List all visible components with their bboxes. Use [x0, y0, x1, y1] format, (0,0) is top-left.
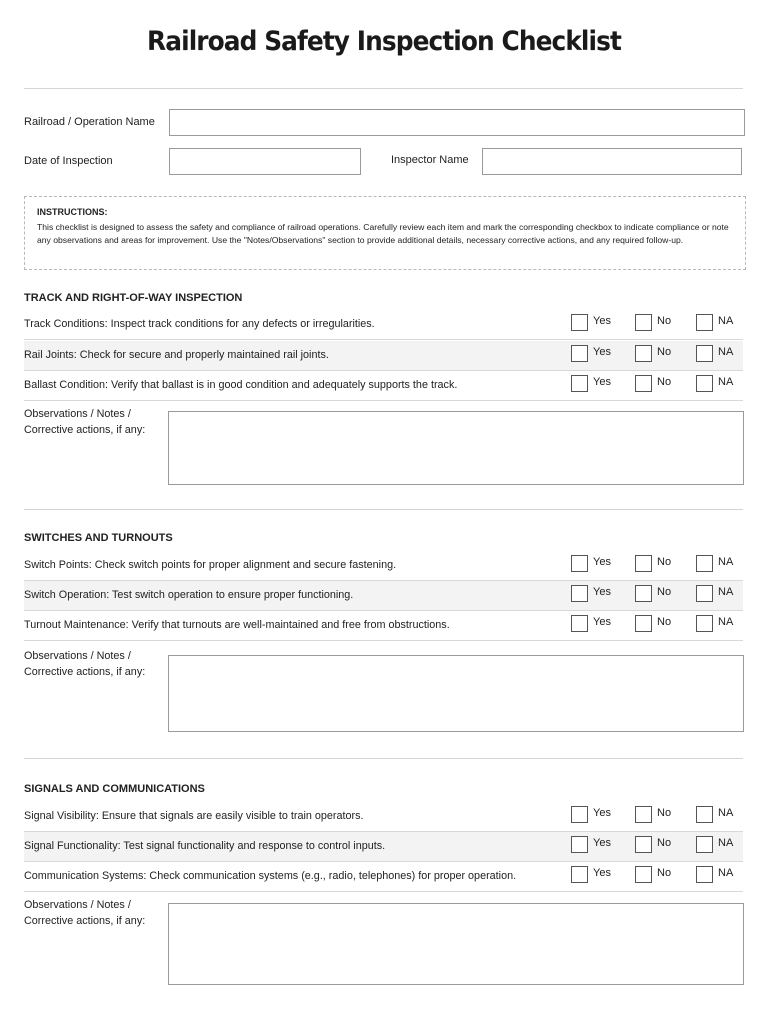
- yes-checkbox[interactable]: [571, 806, 588, 823]
- no-checkbox[interactable]: [635, 615, 652, 632]
- observations-label: [24, 406, 145, 438]
- observations-textarea[interactable]: [168, 411, 744, 485]
- instructions-box: [24, 196, 746, 270]
- checklist-row: [24, 832, 743, 862]
- na-label: NA: [718, 616, 734, 628]
- item-text: Switch Operation: Test switch operation to ensure proper functioning.: [24, 589, 354, 601]
- instructions-title: INSTRUCTIONS:: [37, 207, 108, 217]
- yes-label: Yes: [593, 556, 611, 568]
- checklist-row: [24, 551, 743, 581]
- checklist-row: [24, 371, 743, 401]
- item-text: Signal Functionality: Test signal functionality and response to control inputs.: [24, 840, 386, 852]
- yes-label: Yes: [593, 586, 611, 598]
- observations-textarea[interactable]: [168, 655, 744, 732]
- no-label: No: [657, 376, 672, 388]
- row-divider: [24, 339, 743, 340]
- observations-label: [24, 648, 145, 680]
- date-of-inspection-field[interactable]: [169, 148, 361, 175]
- na-label: NA: [718, 556, 734, 568]
- na-label: NA: [718, 837, 734, 849]
- observations-label-line1: Observations / Notes /: [24, 650, 131, 662]
- inspector-name-field[interactable]: [482, 148, 742, 175]
- na-checkbox[interactable]: [696, 345, 713, 362]
- row-divider: [24, 891, 743, 892]
- yes-checkbox[interactable]: [571, 615, 588, 632]
- section-title: TRACK AND RIGHT-OF-WAY INSPECTION: [24, 292, 243, 304]
- yes-label: Yes: [593, 376, 611, 388]
- yes-label: Yes: [593, 837, 611, 849]
- no-label: No: [657, 586, 672, 598]
- na-checkbox[interactable]: [696, 806, 713, 823]
- yes-checkbox[interactable]: [571, 314, 588, 331]
- title-divider: [24, 88, 743, 89]
- yes-checkbox[interactable]: [571, 585, 588, 602]
- yes-checkbox[interactable]: [571, 345, 588, 362]
- yes-checkbox[interactable]: [571, 866, 588, 883]
- no-label: No: [657, 807, 672, 819]
- na-checkbox[interactable]: [696, 585, 713, 602]
- section-divider: [24, 509, 743, 510]
- checklist-row: [24, 581, 743, 611]
- item-text: Switch Points: Check switch points for proper alignment and secure fastening.: [24, 559, 397, 571]
- na-label: NA: [718, 867, 734, 879]
- observations-label: [24, 897, 145, 929]
- page-title: Railroad Safety Inspection Checklist: [147, 26, 621, 57]
- no-label: No: [657, 346, 672, 358]
- no-label: No: [657, 616, 672, 628]
- date-of-inspection-label: Date of Inspection: [24, 155, 113, 167]
- item-text: Turnout Maintenance: Verify that turnouts are well-maintained and free from obstructions.: [24, 619, 450, 631]
- item-text: Ballast Condition: Verify that ballast is in good condition and adequately supports the track.: [24, 379, 458, 391]
- na-checkbox[interactable]: [696, 615, 713, 632]
- railroad-name-label: Railroad / Operation Name: [24, 116, 155, 128]
- na-label: NA: [718, 586, 734, 598]
- checklist-row: [24, 341, 743, 371]
- na-label: NA: [718, 376, 734, 388]
- observations-textarea[interactable]: [168, 903, 744, 985]
- no-checkbox[interactable]: [635, 866, 652, 883]
- inspector-name-label: Inspector Name: [391, 154, 469, 166]
- section-title: SIGNALS AND COMMUNICATIONS: [24, 783, 205, 795]
- item-text: Signal Visibility: Ensure that signals are easily visible to train operators.: [24, 810, 364, 822]
- checklist-row: [24, 862, 743, 892]
- yes-checkbox[interactable]: [571, 555, 588, 572]
- observations-label-line2: Corrective actions, if any:: [24, 915, 146, 927]
- observations-label-line2: Corrective actions, if any:: [24, 424, 146, 436]
- no-label: No: [657, 315, 672, 327]
- yes-label: Yes: [593, 346, 611, 358]
- na-checkbox[interactable]: [696, 836, 713, 853]
- na-checkbox[interactable]: [696, 314, 713, 331]
- section-divider: [24, 758, 743, 759]
- instructions-body: This checklist is designed to assess the safety and compliance of railroad operations. Carefully review each item and mark the corresponding checkbox to indicate compliance or note any observations and areas for improvement. Use the "Notes/Observations" section to provide additional details, necessary corrective actions, and any required follow-up.: [37, 222, 729, 245]
- na-label: NA: [718, 315, 734, 327]
- observations-label-line1: Observations / Notes /: [24, 408, 131, 420]
- item-text: Rail Joints: Check for secure and properly maintained rail joints.: [24, 349, 329, 361]
- na-checkbox[interactable]: [696, 375, 713, 392]
- yes-checkbox[interactable]: [571, 375, 588, 392]
- na-checkbox[interactable]: [696, 866, 713, 883]
- railroad-name-field[interactable]: [169, 109, 745, 136]
- observations-label-line1: Observations / Notes /: [24, 899, 131, 911]
- section-title: SWITCHES AND TURNOUTS: [24, 532, 173, 544]
- item-text: Track Conditions: Inspect track conditions for any defects or irregularities.: [24, 318, 375, 330]
- row-divider: [24, 400, 743, 401]
- yes-label: Yes: [593, 616, 611, 628]
- no-checkbox[interactable]: [635, 345, 652, 362]
- no-label: No: [657, 867, 672, 879]
- checklist-row: [24, 310, 743, 340]
- no-checkbox[interactable]: [635, 585, 652, 602]
- yes-label: Yes: [593, 867, 611, 879]
- na-checkbox[interactable]: [696, 555, 713, 572]
- checklist-row: [24, 802, 743, 832]
- checklist-row: [24, 611, 743, 641]
- na-label: NA: [718, 807, 734, 819]
- no-checkbox[interactable]: [635, 555, 652, 572]
- no-label: No: [657, 556, 672, 568]
- no-checkbox[interactable]: [635, 806, 652, 823]
- no-checkbox[interactable]: [635, 375, 652, 392]
- no-label: No: [657, 837, 672, 849]
- yes-label: Yes: [593, 807, 611, 819]
- yes-label: Yes: [593, 315, 611, 327]
- row-divider: [24, 640, 743, 641]
- item-text: Communication Systems: Check communication systems (e.g., radio, telephones) for proper operation.: [24, 870, 517, 882]
- na-label: NA: [718, 346, 734, 358]
- no-checkbox[interactable]: [635, 314, 652, 331]
- observations-label-line2: Corrective actions, if any:: [24, 666, 146, 678]
- yes-checkbox[interactable]: [571, 836, 588, 853]
- no-checkbox[interactable]: [635, 836, 652, 853]
